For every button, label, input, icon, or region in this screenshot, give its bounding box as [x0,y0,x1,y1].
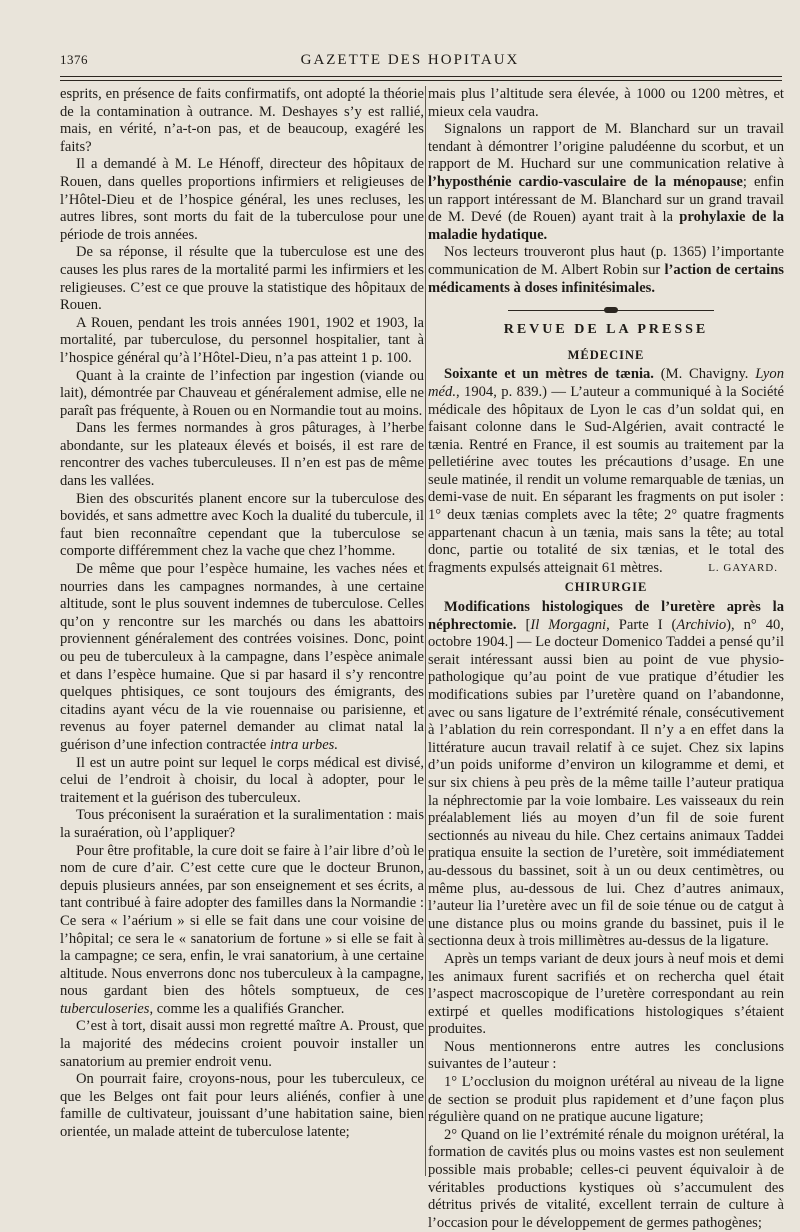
paragraph [428,121,784,244]
paragraph [428,599,784,951]
paragraph: C’est à tort, disait aussi mon regretté maître A. Proust, que la majorité des médecins croient pouvoir installer un sanatorium au premier endroit venu. [60,1018,424,1070]
text-run: ), n° 40, octobre 1904.] — [428,616,784,651]
left-column [60,86,424,1142]
article-title: Modifications histologiques de l’uretère après la néphrectomie. [428,599,784,633]
column-divider [425,86,426,1176]
text-run: Nos lecteurs trouveront plus haut (p. 1365) l’importante communication de M. Albert Robin sur [428,244,784,278]
paragraph: Tous préconisent la suraération et la suralimentation : mais la suraération, où l’appliquer? [60,807,424,841]
paragraph: Il est un autre point sur lequel le corps médical est divisé, celui de l’endroit à choisir, du local à adopter, pour le traitement et la guérison des tuberculeux. [60,754,424,806]
italic-text: tuberculoseries [60,1000,150,1017]
paragraph [428,244,784,297]
page-number: 1376 [60,52,88,67]
text-run: [ [516,616,531,633]
text-run: Pour être profitable, la cure doit se faire à l’air libre d’où le nom de cure d’air. C’est cette cure que le docteur Brunon, depuis plusieurs années, par son enseignement et ses écrits, a tant contribué à faire adopter des familles dans la Normandie : Ce sera « l’aérium » si elle se fait dans une cour voisine de l’hôpital; ce sera le « sanatorium de fortune » si elle se fait à la campagne; ce sera, enfin, le vrai sanatorium, à une certaine altitude. Nous enverrons donc nos tuberculeux à la campagne, nous gardant bien des hôtels somptueux, de ces [60,842,424,1000]
bold-text: l’action de certains médicaments à doses infinitésimales. [428,261,784,296]
text-run: De même que pour l’espèce humaine, les vaches nées et nourries dans les campagnes normandes, à une certaine altitude, sont le plus souvent indemnes de tuberculose. Celles qu’on y rencontre sur les marchés ou dans les abattoirs proviennent généralement des contrées voisines. Donc, point ou peu de tuberculeux à la campagne, dans l’espèce animale et dans l’espèce humaine. Que si par hasard il s’y rencontre quelques phtisiques, ce sont toujours des émigrants, des citadins ayant vécu de la vie rouennaise ou parisienne, et revenus au foyer paternel demander au climat natal la guérison d’une infection contractée [60,561,424,753]
text-run: , Parte I ( [606,616,677,633]
ornament-divider [428,307,784,313]
header-rule-thin [60,80,782,81]
paragraph: mais plus l’altitude sera élevée, à 1000 ou 1200 mètres, et mieux cela vaudra. [428,86,784,120]
paragraph: A Rouen, pendant les trois années 1901, 1902 et 1903, la mortalité, par tuberculose, du personnel hospitalier, tant à l’hospice général qu’à l’Hôtel-Dieu, n’a pas atteint 1 p. 100. [60,314,424,366]
paragraph: On pourrait faire, croyons-nous, pour les tuberculeux, ce que les Belges ont fait pour leurs aliénés, confier à une famille de cultivateur, jouissant d’une habitation saine, bien orientée, un malade atteint de tuberculose latente; [60,1071,424,1141]
article-title: Soixante et un mètres de tænia. [444,366,654,383]
paragraph: Nous mentionnerons entre autres les conclusions suivantes de l’auteur : [428,1038,784,1073]
paragraph [428,366,784,577]
journal-title: GAZETTE DES HOPITAUX [300,52,520,68]
section-title: REVUE DE LA PRESSE [503,322,709,338]
paragraph: 1° L’occlusion du moignon urétéral au niveau de la ligne de section se produit plus rapidement et d’une façon plus régulière quand on ne pratique aucune ligature; [428,1074,784,1126]
subsection-title-medecine: MÉDECINE [567,347,645,362]
author-signature: L. GAYARD. [708,561,778,574]
ornament-line [614,310,714,311]
header-rule [60,76,782,77]
text-run: Signalons un rapport de M. Blanchard sur un travail tendant à démontrer l’origine paludéenne du scorbut, et un rapport de M. Huchard sur une communication relative à [428,121,784,173]
italic-text: Lyon méd. [428,366,784,400]
italic-text: Il Morgagni [530,616,607,633]
paragraph: Après un temps variant de deux jours à neuf mois et demi les animaux furent sacrifiés et on rechercha quel était l’aspect macroscopique de l’uretère correspondant au rein extirpé et quelles modifications histologiques s’étaient produites. [428,950,784,1038]
paragraph: esprits, en présence de faits confirmatifs, ont adopté la théorie de la contamination à outrance. M. Deshayes s’y est rallié, mais, en vérité, n’a-t-on pas, et de beaucoup, exagéré les faits? [60,86,424,155]
text-run: , 1904, p. 839.) — L’auteur a communiqué à la Société médicale des hôpitaux de Lyon le cas d’un soldat qui, en faisant colonne dans le Sud-Algérien, avait contracté le tænia. Rentré en France, il est soumis au traitement par la pelletiérine avec toutes les précautions d’usage. En une seule matinée, il rendit un volume remarquable de tænias, un demi-vase de nuit. En séparant les fragments on put isoler : 1° deux tænias complets avec la tête; 2° quatre fragments appartenant chacun à un tænia, mais sans la tête; au total donc, partie ou totalité de six tænias, et le total des fragments expulsés atteignait 61 mètres. [428,383,784,576]
paragraph: Bien des obscurités planent encore sur la tuberculose des bovidés, et sans admettre avec Koch la dualité du tubercule, il faut bien reconnaître cependant que la tuberculose se comporte différemment chez la vache que chez l’homme. [60,490,424,560]
right-column [428,86,784,1232]
italic-text: Archivio [676,616,727,633]
paragraph [60,561,424,755]
paragraph: 2° Quand on lie l’extrémité rénale du moignon urétéral, la formation de cavités plus ou moins vastes est non seulement possible mais probable; celles-ci peuvent équivaloir à de véritables productions kystiques où s’accumulent des détritus privés de vitalité, excellent terrain de culture à l’occasion pour le développement de germes pathogènes; [428,1126,784,1231]
text-run: , comme les a qualifiés Grancher. [149,1000,345,1017]
paragraph: Il a demandé à M. Le Hénoff, directeur des hôpitaux de Rouen, dans quelles proportions infirmiers et religieuses de l’Hôtel-Dieu et de l’hospice général, les unes recluses, les autres libres, sont morts du fait de la tuberculose pour une période de trois années. [60,156,424,243]
text-run: ; enfin un rapport intéressant de M. Blanchard sur un grand travail de M. Devé (de Rouen) ayant trait à la [428,173,784,226]
page-header [60,48,760,70]
italic-text: intra urbes. [269,736,339,753]
paragraph: Quant à la crainte de l’infection par ingestion (viande ou lait), démontrée par Chauveau et généralement admise, elle ne paraît pas fréquente, à Rouen ou en Normandie tout au moins. [60,367,424,419]
ornament-line [508,310,608,311]
bold-text: prohylaxie de la maladie hydatique. [428,209,784,243]
paragraph: De sa réponse, il résulte que la tuberculose est une des causes les plus rares de la mortalité parmi les infirmiers et les religieuses. C’est ce que prouve la statistique des hôpitaux de Rouen. [60,244,424,314]
bold-text: l’hyposthénie cardio-vasculaire de la ménopause [428,173,743,190]
paragraph [60,843,424,1019]
subsection-title-chirurgie: CHIRURGIE [564,580,648,595]
paragraph: Dans les fermes normandes à gros pâturages, à l’herbe abondante, sur les plateaux élevés et boisés, il est rare de rencontrer des vaches tuberculeuses. Il n’en est pas de même dans les vallées. [60,420,424,490]
text-run: Le docteur Domenico Taddei a pensé qu’il serait intéressant aussi bien au point de vue physio-pathologique qu’au point de vue pratique d’étudier les modifications subies par l’uretère quand on l’abandonne, avec ou sans ligature de l’extrémité rénale, consécutivement à l’ablation du rein correspondant. Il n’y a en effet dans la littérature aucun travail relatif à ce sujet. Chez six lapins d’un poids uniforme d’environ un kilogramme et demi, et sur six chiens à peu près de la même taille l’auteur pratiqua la néphrectomie par la voie lombaire. Les vaisseaux du rein préalablement liés au moyen d’un fil de soie furent sectionnés au niveau du hile. Chez certains animaux Taddei pratiqua ensuite la section de l’uretère, soit immédiatement au-dessous du bassinet, soit à un ou deux centimètres, ou même plus, au-dessous de lui. Chez d’autres animaux, l’auteur lia l’uretère avec un fil de soie ténue ou de catgut à une distance plus ou moins grande du bassinet, puis il le sectionna deux à trois millimètres au-dessus de la ligature. [428,634,784,950]
text-run: (M. Chavigny. [653,366,756,383]
